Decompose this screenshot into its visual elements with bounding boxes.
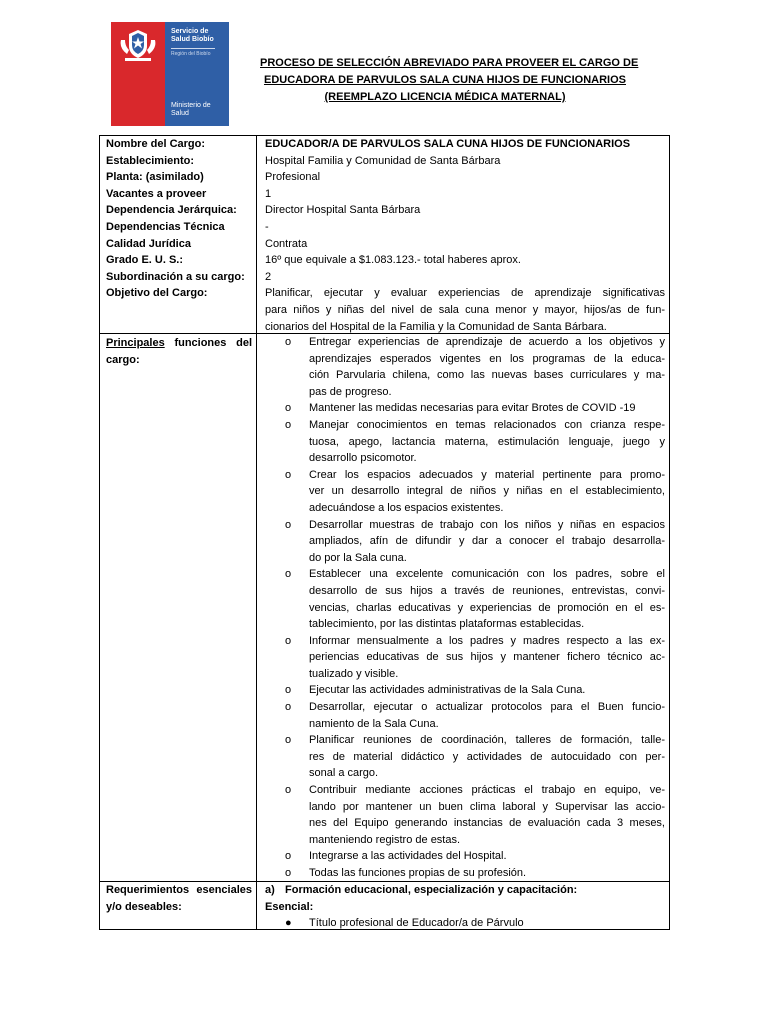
function-item: o Desarrollar muestras de trabajo con los niños y niñas en espacios ampliados, afín de difundir y dar a conocer el trabajo desarrolla- do por la Sala cuna. xyxy=(285,518,665,564)
logo-text: Servicio de Salud Biobío xyxy=(171,28,214,43)
function-item: o Manejar conocimientos en temas relacionados con crianza respe- tuosa, apego, lactancia materna, estimulación lenguaje, juego y desarrollo psicomotor. xyxy=(285,418,665,465)
value-vacantes: 1 xyxy=(265,187,272,200)
bullet-circle-icon: o xyxy=(285,634,292,647)
requirements-content xyxy=(265,882,665,932)
requirement-item: ● Título profesional de Educador/a de Párvulo xyxy=(265,915,665,932)
value-cargo: EDUCADOR/A DE PARVULOS SALA CUNA HIJOS DE FUNCIONARIOS xyxy=(265,138,631,150)
function-item: o Mantener las medidas necesarias para evitar Brotes de COVID -19 xyxy=(265,400,665,417)
function-item: o Entregar experiencias de aprendizaje de acuerdo a los objetivos y aprendizajes esperados vigentes en los programas de la educa- ción Parvularia chilena, como las nuevas bases curriculares y ma- pas de progreso. xyxy=(285,336,665,398)
function-item: o Integrarse a las actividades del Hospital. xyxy=(265,848,665,865)
label-dependencias-tecnica: Dependencias Técnica xyxy=(106,221,225,233)
logo-divider xyxy=(171,48,215,49)
value-subordinacion: 2 xyxy=(265,270,272,283)
bullet-circle-icon: o xyxy=(285,701,292,714)
function-item: o Todas las funciones propias de su profesión. xyxy=(265,865,665,882)
value-calidad: Contrata xyxy=(265,237,308,250)
bullet-circle-icon: o xyxy=(285,734,292,747)
bullet-circle-icon: o xyxy=(285,518,292,531)
function-item: o Crear los espacios adecuados y material pertinente para promo- ver un desarrollo integral de niños y niñas en el establecimiento, adecuándose a los espacios existentes. xyxy=(285,468,665,514)
label-funciones: Principales funciones del cargo: xyxy=(106,337,252,366)
bullet-circle-icon: o xyxy=(285,784,292,797)
function-item: o Establecer una excelente comunicación con los padres, sobre el desarrollo de sus hijos a través de reuniones, entrevistas, convi- vencias, charlas educativas y experiencias de promoción en el es- tablecimiento, por las distintas plataformas establecidas. xyxy=(285,568,665,631)
objective-text: Planificar, ejecutar y evaluar experiencias de aprendizaje significativas para niños y niñas del nivel de sala cuna menor y mayor, hijos/as de fun- cionarios del Hospital de la Familia y la Comunidad de Santa Bárbara. xyxy=(265,287,665,333)
document-title xyxy=(260,55,639,106)
bullet-circle-icon: o xyxy=(285,468,292,481)
label-objetivo: Objetivo del Cargo: xyxy=(106,287,208,300)
value-planta: Profesional xyxy=(265,171,321,184)
bullet-circle-icon: o xyxy=(285,867,292,879)
function-item: o Planificar reuniones de coordinación, talleres de formación, talle- res de material didáctico y actividades de autocuidado con per- sonal a cargo. xyxy=(285,734,665,780)
label-establecimiento: Establecimiento: xyxy=(106,154,195,167)
label-cargo: Nombre del Cargo: xyxy=(106,138,206,150)
title-line: PROCESO DE SELECCIÓN ABREVIADO PARA PROVEER EL CARGO DE xyxy=(260,57,639,69)
requirements-section-heading: a) Formación educacional, especialización y capacitación: xyxy=(265,884,578,896)
bullet-circle-icon: o xyxy=(285,684,292,697)
label-planta: Planta: (asimilado) xyxy=(106,171,204,184)
bullet-circle-icon: o xyxy=(285,402,292,415)
title-line: (REEMPLAZO LICENCIA MÉDICA MATERNAL) xyxy=(324,91,566,103)
function-item: o Contribuir mediante acciones prácticas el trabajo en equipo, ve- lando por mantener un buen clima laboral y Supervisar las accio- nes del Equipo generando instancias de evaluación cada 3 meses, manteniendo registro de estas. xyxy=(285,784,665,846)
label-requerimientos: Requerimientos esenciales y/o deseables: xyxy=(106,884,252,913)
bullet-circle-icon: o xyxy=(285,850,292,863)
bullet-circle-icon: o xyxy=(285,336,292,348)
coat-of-arms-icon xyxy=(115,26,161,64)
function-item: o Ejecutar las actividades administrativas de la Sala Cuna. xyxy=(265,682,665,699)
title-line: EDUCADORA DE PARVULOS SALA CUNA HIJOS DE FUNCIONARIOS xyxy=(263,74,626,86)
label-grado: Grado E. U. S.: xyxy=(106,254,184,267)
column-divider xyxy=(256,136,257,929)
value-dependencia: Director Hospital Santa Bárbara xyxy=(265,204,421,217)
essential-label: Esencial: xyxy=(265,900,314,913)
bullet-circle-icon: o xyxy=(285,568,292,581)
label-subordinacion: Subordinación a su cargo: xyxy=(106,270,245,283)
label-dependencia: Dependencia Jerárquica: xyxy=(106,204,237,217)
label-calidad: Calidad Jurídica xyxy=(106,237,191,250)
value-grado: 16º que equivale a $1.083.123.- total haberes aprox. xyxy=(265,254,521,267)
label-vacantes: Vacantes a proveer xyxy=(106,187,207,200)
bullet-circle-icon: o xyxy=(285,418,292,431)
value-establecimiento: Hospital Familia y Comunidad de Santa Bárbara xyxy=(265,154,501,167)
value-dependencias-tecnica: - xyxy=(265,221,269,233)
function-item: o Desarrollar, ejecutar o actualizar protocolos para el Buen funcio- namiento de la Sala Cuna. xyxy=(285,701,665,730)
bullet-dot-icon: ● xyxy=(285,917,292,930)
ministry-logo xyxy=(111,22,229,126)
logo-ministry: Ministerio de Salud xyxy=(171,102,211,117)
logo-region: Región del Biobío xyxy=(171,51,211,57)
function-item: o Informar mensualmente a los padres y madres respecto a las ex- periencias educativas de sus hijos y mantener fichero técnico ac- tualizado y visible. xyxy=(285,634,665,680)
job-details-table xyxy=(99,135,670,930)
functions-list xyxy=(265,334,665,882)
